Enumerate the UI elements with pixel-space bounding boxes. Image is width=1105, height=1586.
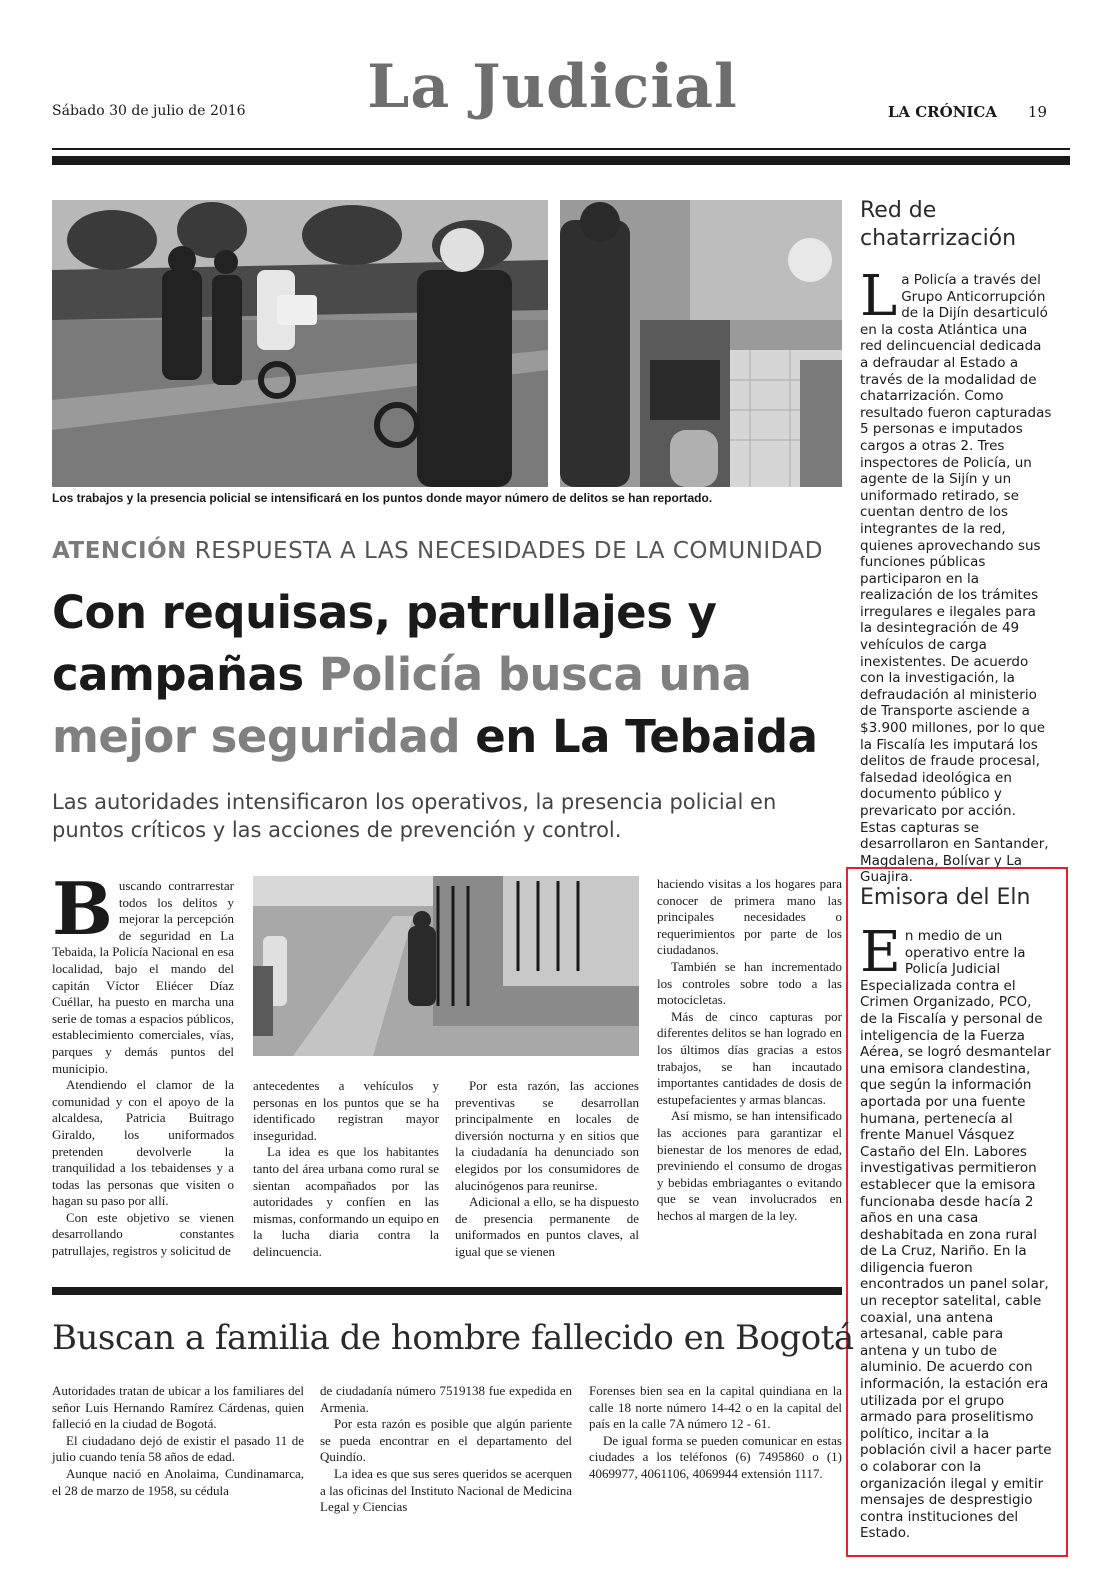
article-kicker [52,538,823,564]
headline-part-1: Con requisas, patrullajes y campañas [52,586,717,701]
paragraph: Con este objetivo se vienen desarrollando constantes patrullajes, registros y solicitud de [52,1209,234,1259]
kicker-label: ATENCIÓN [52,538,187,564]
paragraph: antecedentes a vehículos y personas en los puntos que se ha identificado registran mayor inseguridad. [253,1078,439,1143]
paragraph: Más de cinco capturas por diferentes delitos se han logrado en los últimos días gracias a estos trabajos, se han incautado importantes cantidades de dosis de estupefacientes y armas blancas. [657,1008,842,1107]
dropcap: L [860,264,898,329]
paragraph: Por esta razón, las acciones preventivas se desarrollan principalmente en locales de diversión nocturna y en sitios que la ciudadanía ha denunciado son elegidos por los consumidores de alucinógenos para reunirse. [455,1078,639,1193]
photo-kitchen-inspection [560,200,842,487]
issue-date: Sábado 30 de julio de 2016 [52,103,246,119]
publication-name: LA CRÓNICA [887,103,997,121]
page-number: 19 [1027,103,1047,121]
article-column-4 [657,876,842,1224]
article-column-3 [455,1078,639,1261]
paragraph: Atendiendo el clamor de la comunidad y con el apoyo de la alcaldesa, Patricia Buitrago Giraldo, los uniformados pretenden devolverle la tranquilidad a los tebaidenses y a todas las personas que visiten o hagan su paso por allí. [52,1077,234,1209]
paragraph: La idea es que los habitantes tanto del área urbana como rural se sientan acompañados por las autoridades y confíen en las mismas, conformando un equipo en la lucha diaria contra la delincuencia. [253,1144,439,1259]
paragraph: Por esta razón es posible que algún pariente se pueda encontrar en el departamento del Quindío. [320,1416,572,1465]
section-title: La Judicial [367,52,738,122]
paragraph: Así mismo, se han intensificado las acciones para garantizar el bienestar de los menores de edad, previniendo el consumo de drogas y bebidas embriagantes o evitando que se vean involucrados en hechos al margen de la ley. [657,1108,842,1223]
photo-sidewalk-patrol [253,876,639,1056]
header-rule-thick [52,156,1070,165]
paragraph: Forenses bien sea en la capital quindiana en la calle 18 norte número 14-42 o en la capital del país en la calle 7A número 12 - 61. [589,1383,842,1432]
sidebar-chatarrizacion-body: La Policía a través del Grupo Anticorrupción de la Dijín desarticuló en la costa Atlántica una red delincuencial dedicada a defraudar al Estado a través de la modalidad de chatarrización. Como resultado fueron capturadas 5 personas e imputados cargos a otras 2. Tres inspectores de Policía, un agente de la Sijín y un uniformado retirado, se cuentan dentro de los integrantes de la red, quienes aprovechando sus funciones públicas participaron en la realización de los trámites irregulares e ilegales para la desintegración de 49 vehículos de carga inexistentes. De acuerdo con la investigación, la defraudación al ministerio de Transporte asciende a $3.900 millones, por lo que la Fiscalía les imputará los delitos de fraude procesal, falsedad ideológica en documento público y prevaricato por acción. Estas capturas se desarrollaron en Santander, Magdalena, Bolívar y La Guajira. [860,264,1052,886]
photo-caption: Los trabajos y la presencia policial se intensificará en los puntos donde mayor número de delitos se han reportado. [52,491,713,505]
second-article-column-3 [589,1383,842,1483]
header-rule-thin [52,148,1070,150]
kicker-text: RESPUESTA A LAS NECESIDADES DE LA COMUNIDAD [194,538,823,564]
section-divider [52,1287,842,1295]
article-column-2 [253,1078,439,1261]
second-headline: Buscan a familia de hombre fallecido en Bogotá [52,1318,854,1358]
paragraph: La idea es que sus seres queridos se acerquen a las oficinas del Instituto Nacional de Medicina Legal y Ciencias [320,1465,572,1515]
paragraph: de ciudadanía número 7519138 fue expedida en Armenia. [320,1383,572,1415]
paragraph: Autoridades tratan de ubicar a los familiares del señor Luis Hernando Ramírez Cárdenas, quien falleció en la ciudad de Bogotá. [52,1383,304,1432]
sidebar-emisora-body: En medio de un operativo entre la Policía Judicial Especializada contra el Crimen Organizado, PCO, de la Fiscalía y personal de inteligencia de la Fuerza Aérea, se logró desmantelar una emisora clandestina, que según la información aportada por una fuente humana, pertenecía al frente Manuel Vásquez Castaño del Eln. Labores investigativas permitieron establecer que la emisora funcionaba desde hacía 2 años en una casa deshabitada en zona rural de La Cruz, Nariño. En la diligencia fueron encontrados un panel solar, un receptor satelital, cable coaxial, una antena artesanal, cable para antena y un tubo de aluminio. De acuerdo con información, la estación era utilizada por el grupo armado para proselitismo político, incitar a la población civil a hacer parte o colaborar con la organización ilegal y emitir mensajes de desprestigio contra instituciones del Estado. [860,920,1052,1542]
paragraph: Buscando contrarrestar todos los delitos y mejorar la percepción de seguridad en La Tebaida, la Policía Nacional en esa localidad, bajo el mando del capitán Víctor Eliécer Díaz Cuéllar, ha puesto en marcha una serie de tomas a espacios públicos, establecimiento comerciales, vías, parques y demás puntos del municipio. [52,866,234,1076]
headline-part-3: en La Tebaida [475,710,818,763]
second-article-column-1 [52,1383,304,1499]
sidebar-chatarrizacion-title: Red de chatarrización [860,198,1017,251]
paragraph: Aunque nació en Anolaima, Cundinamarca, el 28 de marzo de 1958, su cédula [52,1465,304,1498]
paragraph: También se han incrementado los controles sobre todo a las motocicletas. [657,958,842,1008]
photo-street-checkpoint [52,200,548,487]
dropcap: E [860,920,901,985]
dropcap: B [52,866,113,951]
article-column-1 [52,866,234,1260]
main-headline [52,582,842,768]
paragraph: haciendo visitas a los hogares para conocer de primera mano las principales necesidades o requerimientos por parte de los ciudadanos. [657,876,842,958]
paragraph: Adicional a ello, se ha dispuesto de presencia permanente de uniformados en puntos claves, al igual que se vienen [455,1194,639,1259]
headline-part-2: Policía busca una mejor seguridad [52,648,752,763]
article-deck: Las autoridades intensificaron los operativos, la presencia policial en puntos críticos y las acciones de prevención y control. [52,790,777,842]
paragraph: De igual forma se pueden comunicar en estas ciudades a los teléfonos (6) 7495860 o (1) 4069977, 4061106, 4069944 extensión 1117. [589,1432,842,1481]
sidebar-emisora-title: Emisora del Eln [860,885,1031,910]
paragraph: El ciudadano dejó de existir el pasado 11 de julio cuando tenía 58 años de edad. [52,1432,304,1465]
second-article-column-2 [320,1383,572,1516]
